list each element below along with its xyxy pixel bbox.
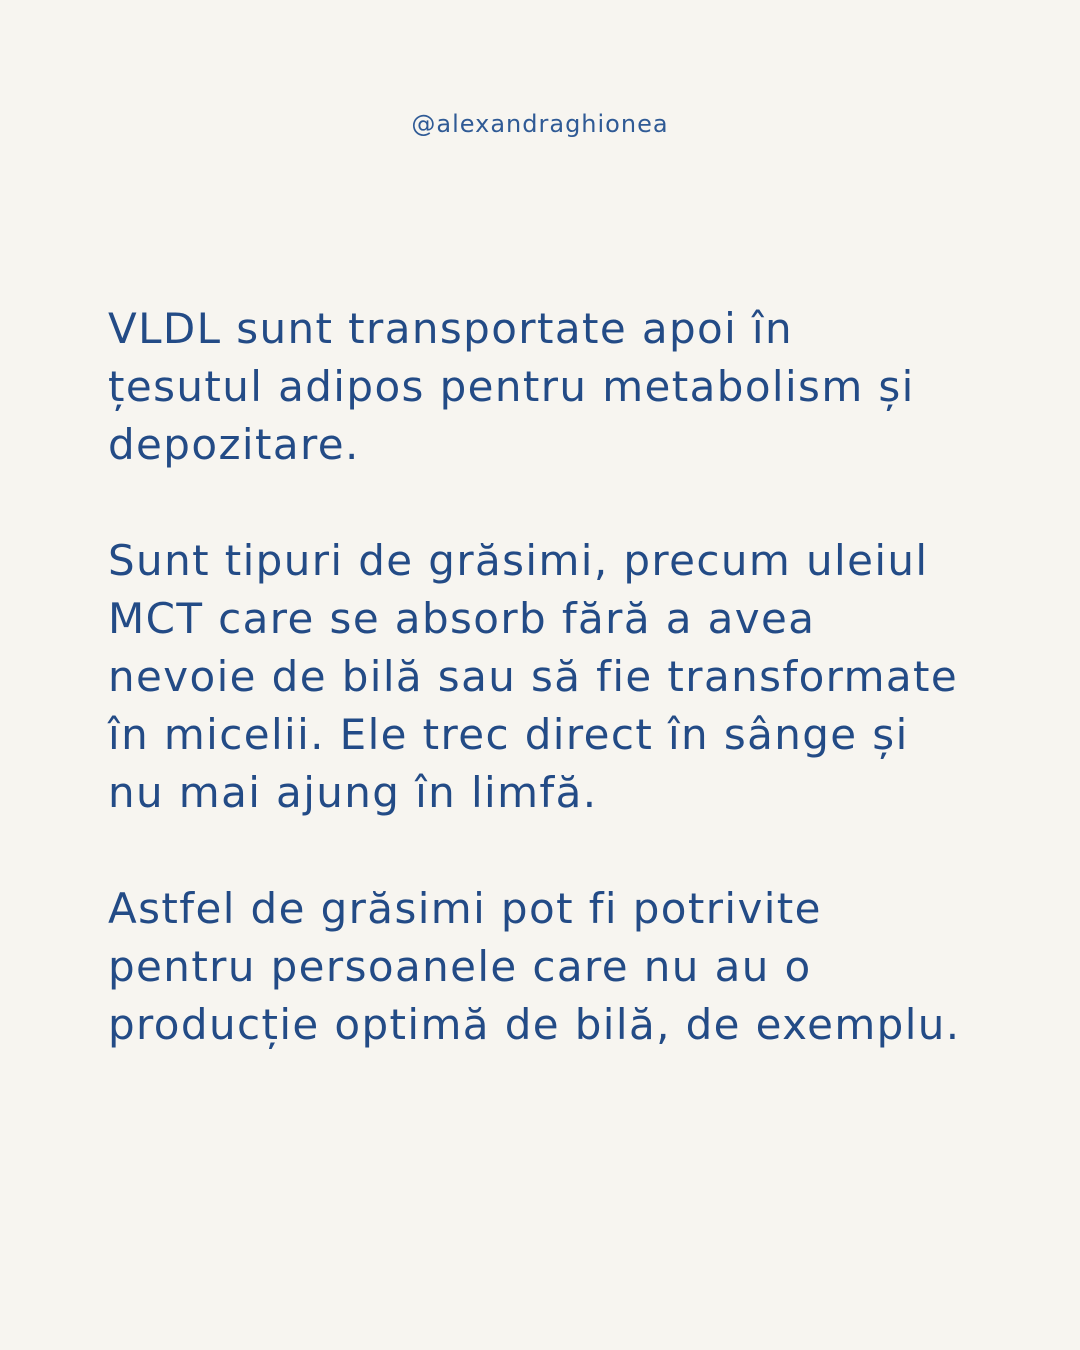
text-line: nu mai ajung în limfă. [108, 768, 598, 817]
text-line: VLDL sunt transportate apoi în [108, 304, 794, 353]
text-line: țesutul adipos pentru metabolism și [108, 362, 915, 411]
text-line: nevoie de bilă sau să fie transformate [108, 652, 959, 701]
paragraph-conclusion [108, 880, 1008, 1054]
text-line: depozitare. [108, 420, 360, 469]
text-line: pentru persoanele care nu au o [108, 942, 812, 991]
text-line: Astfel de grăsimi pot fi potrivite [108, 884, 822, 933]
text-line: MCT care se absorb fără a avea [108, 594, 816, 643]
text-line: Sunt tipuri de grăsimi, precum uleiul [108, 536, 929, 585]
author-handle: @alexandraghionea [411, 110, 669, 138]
text-line: producție optimă de bilă, de exemplu. [108, 1000, 961, 1049]
paragraph-mct [108, 532, 1008, 822]
text-line: în micelii. Ele trec direct în sânge și [108, 710, 909, 759]
main-text [108, 300, 1008, 1112]
paragraph-vldl [108, 300, 1008, 474]
